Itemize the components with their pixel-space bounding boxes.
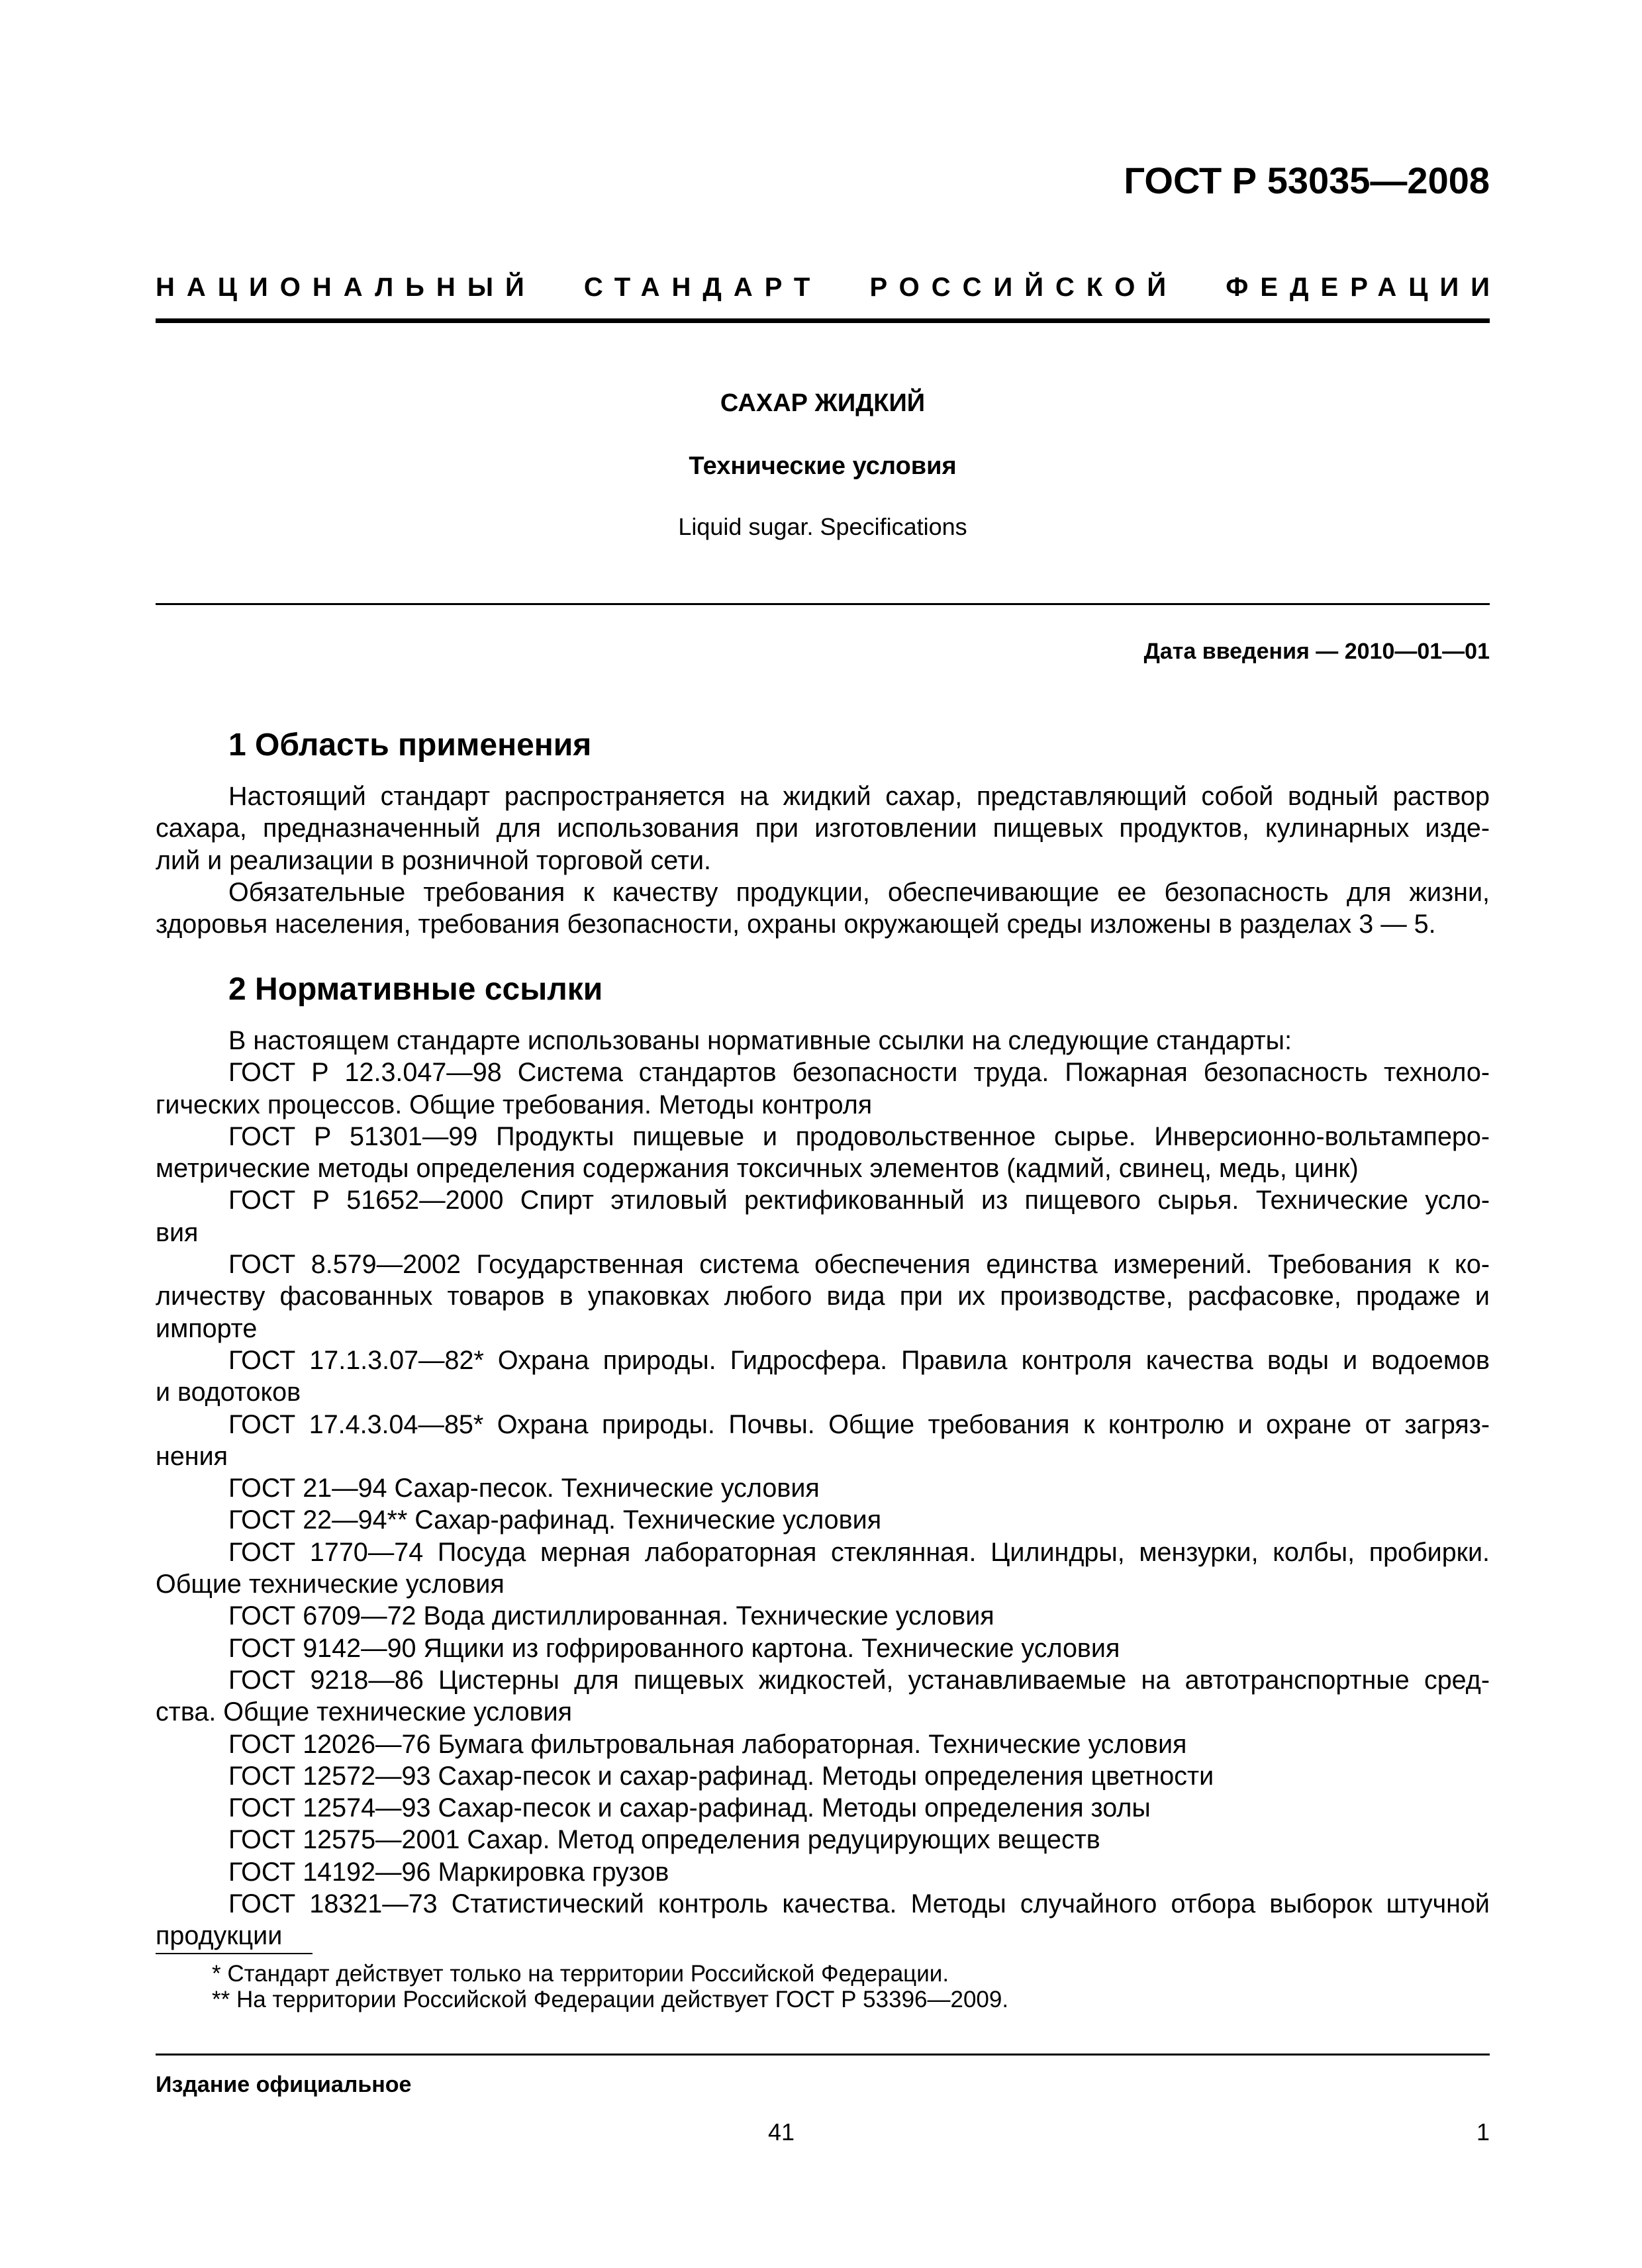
banner-word: РОССИЙСКОЙ [869, 273, 1179, 302]
text-line: ГОСТ 14192—96 Маркировка грузов [228, 1857, 669, 1887]
header-rule [156, 318, 1490, 323]
official-edition-label: Издание официальное [156, 2072, 412, 2097]
text-line: Общие технические условия [156, 1570, 505, 1599]
section-body-scope [156, 780, 1490, 940]
reference-item [156, 1792, 1490, 1824]
text-line: ГОСТ 21—94 Сахар-песок. Технические условия [228, 1474, 820, 1503]
footnote: ** На территории Российской Федерации действует ГОСТ Р 53396—2009. [212, 1987, 1009, 2012]
reference-item [156, 1249, 1490, 1345]
section-heading-references: 2 Нормативные ссылки [228, 972, 603, 1007]
text-line: ГОСТ 12572—93 Сахар-песок и сахар-рафинад. Методы определения цветности [228, 1761, 1214, 1791]
title-rule [156, 603, 1490, 605]
document-subtitle: Технические условия [689, 452, 957, 480]
text-line: В настоящем стандарте использованы нормативные ссылки на следующие стандарты: [228, 1026, 1292, 1055]
reference-item [156, 1888, 1490, 1952]
text-line: ГОСТ 8.579—2002 Государственная система обеспечения единства измерений. Требования к ко- [228, 1250, 1490, 1280]
reference-item [156, 1728, 1490, 1760]
text-line: ГОСТ 12575—2001 Сахар. Метод определения редуцирующих веществ [228, 1825, 1100, 1855]
text-line: ГОСТ 6709—72 Вода дистиллированная. Технические условия [228, 1601, 994, 1631]
footer-rule [156, 2054, 1490, 2055]
text-line: здоровья населения, требования безопасности, охраны окружающей среды изложены в разделах 3 — 5. [156, 910, 1436, 939]
reference-item [156, 1536, 1490, 1601]
reference-item [156, 1760, 1490, 1792]
text-line: ГОСТ 17.4.3.04—85* Охрана природы. Почвы. Общие требования к контролю и охране от загряз- [228, 1409, 1490, 1439]
reference-item [156, 1824, 1490, 1856]
english-title: Liquid sugar. Specifications [678, 513, 967, 540]
text-line: ГОСТ Р 12.3.047—98 Система стандартов безопасности труда. Пожарная безопасность техноло- [228, 1058, 1490, 1088]
page-number-right: 1 [1476, 2118, 1490, 2146]
reference-item [156, 1057, 1490, 1121]
reference-item [156, 1856, 1490, 1888]
text-line: нения [156, 1441, 228, 1471]
text-line: Обязательные требования к качеству продукции, обеспечивающие ее безопасность для жизни, [228, 877, 1490, 907]
text-line: сахара, предназначенный для использования при изготовлении пищевых продуктов, кулинарных изде- [156, 814, 1490, 843]
text-line: и водотоков [156, 1378, 301, 1407]
text-line: Настоящий стандарт распространяется на жидкий сахар, представляющий собой водный раствор [228, 782, 1490, 811]
reference-item [156, 1600, 1490, 1632]
text-line: импорте [156, 1313, 258, 1343]
text-line: продукции [156, 1921, 283, 1951]
footnote-rule [156, 1953, 313, 1954]
reference-item [156, 1472, 1490, 1504]
text-line: ГОСТ 9142—90 Ящики из гофрированного картона. Технические условия [228, 1633, 1120, 1663]
text-line: ства. Общие технические условия [156, 1697, 573, 1727]
paragraph [156, 876, 1490, 941]
reference-item [156, 1345, 1490, 1409]
text-line: ГОСТ 18321—73 Статистический контроль качества. Методы случайного отбора выборок штучной [228, 1889, 1490, 1919]
text-line: вия [156, 1217, 199, 1247]
text-line: гических процессов. Общие требования. Методы контроля [156, 1090, 873, 1119]
footnotes [156, 1961, 1490, 2012]
reference-item [156, 1664, 1490, 1728]
reference-item [156, 1504, 1490, 1536]
page-number-center: 41 [768, 2118, 795, 2146]
text-line: ГОСТ 1770—74 Посуда мерная лабораторная стеклянная. Цилиндры, мензурки, колбы, пробирки. [228, 1537, 1490, 1567]
banner-word: ФЕДЕРАЦИИ [1226, 273, 1502, 302]
text-line: ГОСТ 9218—86 Цистерны для пищевых жидкостей, устанавливаемые на автотранспортные сред- [228, 1665, 1490, 1695]
section-body-references [156, 1025, 1490, 1952]
paragraph [156, 1025, 1490, 1057]
text-line: личеству фасованных товаров в упаковках любого вида при их производстве, расфасовке, продаже и [156, 1282, 1490, 1311]
text-line: метрические методы определения содержания токсичных элементов (кадмий, свинец, медь, цинк) [156, 1154, 1359, 1184]
text-line: ГОСТ 12574—93 Сахар-песок и сахар-рафинад. Методы определения золы [228, 1793, 1151, 1823]
reference-item [156, 1121, 1490, 1185]
banner-word: НАЦИОНАЛЬНЫЙ [156, 273, 536, 302]
section-heading-scope: 1 Область применения [228, 728, 592, 763]
text-line: ГОСТ 12026—76 Бумага фильтровальная лабораторная. Технические условия [228, 1729, 1187, 1759]
paragraph [156, 780, 1490, 876]
banner-word: СТАНДАРТ [583, 273, 822, 302]
national-standard-banner [156, 273, 1502, 303]
text-line: ГОСТ 17.1.3.07—82* Охрана природы. Гидросфера. Правила контроля качества воды и водоемов [228, 1345, 1490, 1375]
document-id: ГОСТ Р 53035—2008 [1124, 160, 1490, 201]
reference-item [156, 1632, 1490, 1664]
text-line: лий и реализации в розничной торговой сети. [156, 845, 712, 875]
introduction-date: Дата введения — 2010—01—01 [1143, 639, 1490, 664]
reference-item [156, 1409, 1490, 1473]
text-line: ГОСТ Р 51652—2000 Спирт этиловый ректификованный из пищевого сырья. Технические усло- [228, 1186, 1490, 1215]
reference-item [156, 1184, 1490, 1249]
text-line: ГОСТ Р 51301—99 Продукты пищевые и продовольственное сырье. Инверсионно-вольтамперо- [228, 1121, 1490, 1151]
document-title: САХАР ЖИДКИЙ [720, 389, 926, 417]
text-line: ГОСТ 22—94** Сахар-рафинад. Технические условия [228, 1505, 882, 1535]
footnote: * Стандарт действует только на территории Российской Федерации. [212, 1961, 949, 1987]
